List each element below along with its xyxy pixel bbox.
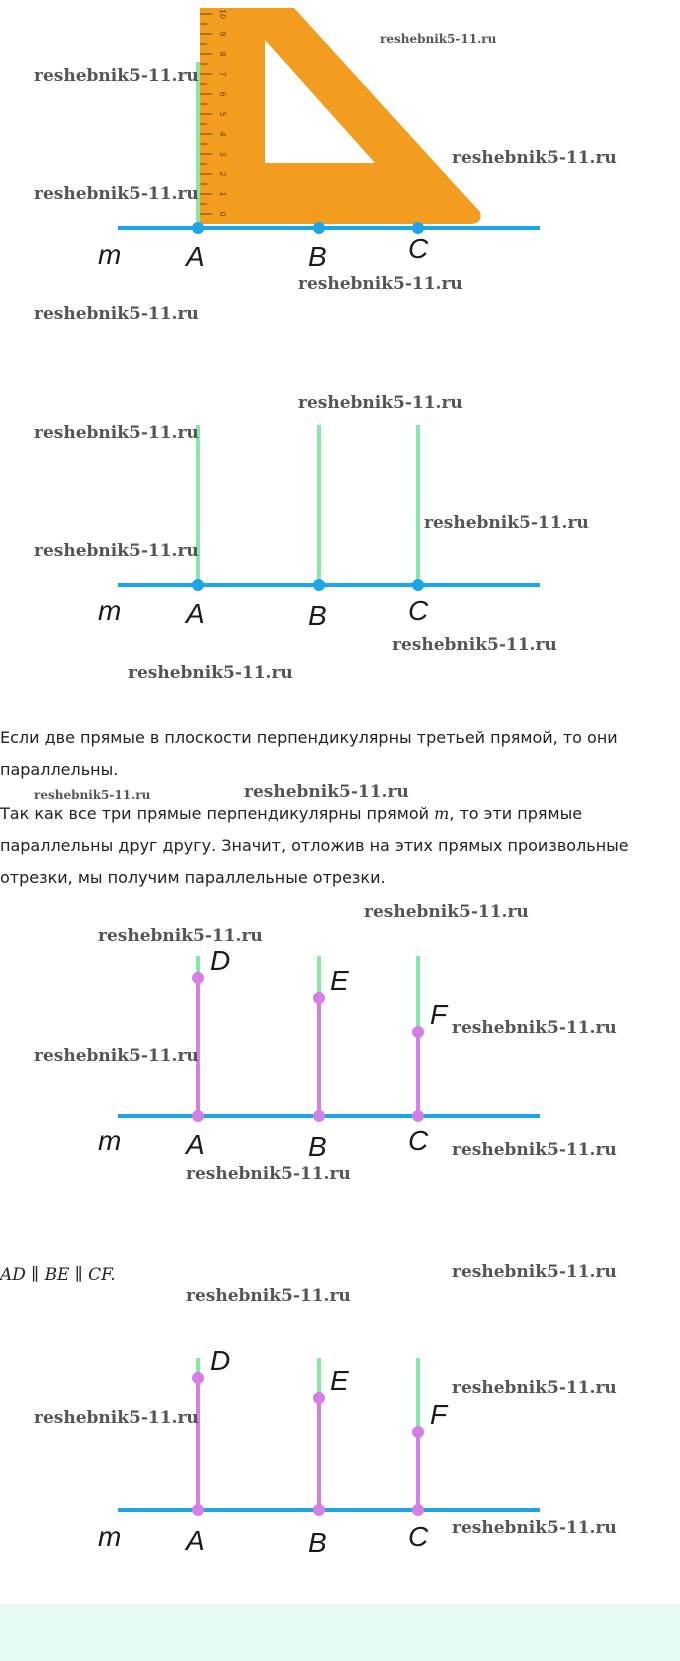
point-f bbox=[412, 1026, 424, 1038]
watermark: reshebnik5-11.ru bbox=[424, 513, 589, 533]
watermark: reshebnik5-11.ru bbox=[298, 274, 463, 294]
label-a: A bbox=[186, 241, 205, 272]
watermark: reshebnik5-11.ru bbox=[186, 1286, 351, 1306]
point-d bbox=[192, 972, 204, 984]
watermark: reshebnik5-11.ru bbox=[452, 1518, 617, 1538]
point-b bbox=[313, 1110, 325, 1122]
label-f: F bbox=[430, 999, 448, 1030]
watermark: reshebnik5-11.ru bbox=[34, 423, 199, 443]
point-b bbox=[313, 1504, 325, 1516]
explanation-part-2: , то эти прямые параллельны друг другу. Значит, отложив на этих прямых произвольные отрезки, мы получим параллельные отрезки. bbox=[0, 804, 629, 887]
ruler-tick-label: 5 bbox=[218, 111, 227, 117]
label-d: D bbox=[210, 945, 231, 976]
figure-segments-final bbox=[0, 1320, 680, 1590]
watermark: reshebnik5-11.ru bbox=[452, 1378, 617, 1398]
figure4-svg bbox=[0, 1320, 680, 1590]
watermark: reshebnik5-11.ru bbox=[452, 1018, 617, 1038]
label-f: F bbox=[430, 1399, 448, 1430]
label-m: m bbox=[98, 595, 122, 626]
point-b bbox=[313, 222, 325, 234]
watermark: reshebnik5-11.ru bbox=[128, 663, 293, 683]
figure-ruler-setup bbox=[0, 0, 680, 330]
point-c bbox=[412, 579, 424, 591]
point-a bbox=[192, 1110, 204, 1122]
watermark: reshebnik5-11.ru bbox=[380, 32, 497, 46]
watermark: reshebnik5-11.ru bbox=[34, 304, 199, 324]
ruler-tick-label: 0 bbox=[218, 211, 227, 217]
label-b: B bbox=[308, 1527, 327, 1558]
point-b bbox=[313, 579, 325, 591]
label-m: m bbox=[98, 1521, 122, 1552]
watermark: reshebnik5-11.ru bbox=[34, 541, 199, 561]
ruler-tick-label: 4 bbox=[218, 131, 227, 137]
explanation-text bbox=[0, 798, 670, 894]
watermark: reshebnik5-11.ru bbox=[34, 66, 199, 86]
label-c: C bbox=[408, 1125, 429, 1156]
ruler-tick-label: 1 bbox=[218, 191, 227, 197]
watermark: reshebnik5-11.ru bbox=[298, 393, 463, 413]
ruler-tick-label: 10 bbox=[218, 8, 227, 20]
ruler-tick-label: 6 bbox=[218, 91, 227, 97]
point-e bbox=[313, 1392, 325, 1404]
label-a: A bbox=[186, 598, 205, 629]
watermark: reshebnik5-11.ru bbox=[392, 635, 557, 655]
ruler-tick-label: 9 bbox=[218, 31, 227, 37]
label-m: m bbox=[98, 239, 122, 270]
watermark: reshebnik5-11.ru bbox=[452, 1140, 617, 1160]
watermark: reshebnik5-11.ru bbox=[34, 788, 151, 802]
figure-three-perpendiculars bbox=[0, 385, 680, 685]
point-e bbox=[313, 992, 325, 1004]
ruler-tick-label: 2 bbox=[218, 171, 227, 177]
point-c bbox=[412, 1504, 424, 1516]
label-e: E bbox=[330, 1365, 349, 1396]
watermark: reshebnik5-11.ru bbox=[34, 1046, 199, 1066]
point-a bbox=[192, 1504, 204, 1516]
result-formula: AD ∥ BE ∥ CF. bbox=[0, 1265, 116, 1285]
watermark: reshebnik5-11.ru bbox=[452, 148, 617, 168]
footer-bar bbox=[0, 1604, 680, 1661]
point-a bbox=[192, 222, 204, 234]
label-b: B bbox=[308, 1131, 327, 1162]
label-b: B bbox=[308, 600, 327, 631]
label-a: A bbox=[186, 1525, 205, 1556]
label-m: m bbox=[98, 1125, 122, 1156]
label-c: C bbox=[408, 595, 429, 626]
explanation-part-1: Так как все три прямые перпендикулярны прямой bbox=[0, 804, 435, 823]
figure-segments bbox=[0, 900, 680, 1190]
watermark: reshebnik5-11.ru bbox=[364, 902, 529, 922]
ruler-tick-label: 8 bbox=[218, 51, 227, 57]
variable-m: m bbox=[434, 804, 450, 823]
label-c: C bbox=[408, 233, 429, 264]
watermark: reshebnik5-11.ru bbox=[34, 1408, 199, 1428]
point-c bbox=[412, 1110, 424, 1122]
label-b: B bbox=[308, 241, 327, 272]
watermark: reshebnik5-11.ru bbox=[244, 782, 409, 802]
point-d bbox=[192, 1372, 204, 1384]
watermark: reshebnik5-11.ru bbox=[186, 1164, 351, 1184]
label-c: C bbox=[408, 1521, 429, 1552]
theorem-text: Если две прямые в плоскости перпендикулярны третьей прямой, то они параллельны. bbox=[0, 728, 618, 779]
watermark: reshebnik5-11.ru bbox=[452, 1262, 617, 1282]
ruler-tick-label: 3 bbox=[218, 151, 227, 157]
point-f bbox=[412, 1426, 424, 1438]
point-a bbox=[192, 579, 204, 591]
label-d: D bbox=[210, 1345, 231, 1376]
ruler-tick-label: 7 bbox=[218, 71, 227, 77]
watermark: reshebnik5-11.ru bbox=[34, 184, 199, 204]
label-a: A bbox=[186, 1129, 205, 1160]
label-e: E bbox=[330, 965, 349, 996]
watermark: reshebnik5-11.ru bbox=[98, 926, 263, 946]
